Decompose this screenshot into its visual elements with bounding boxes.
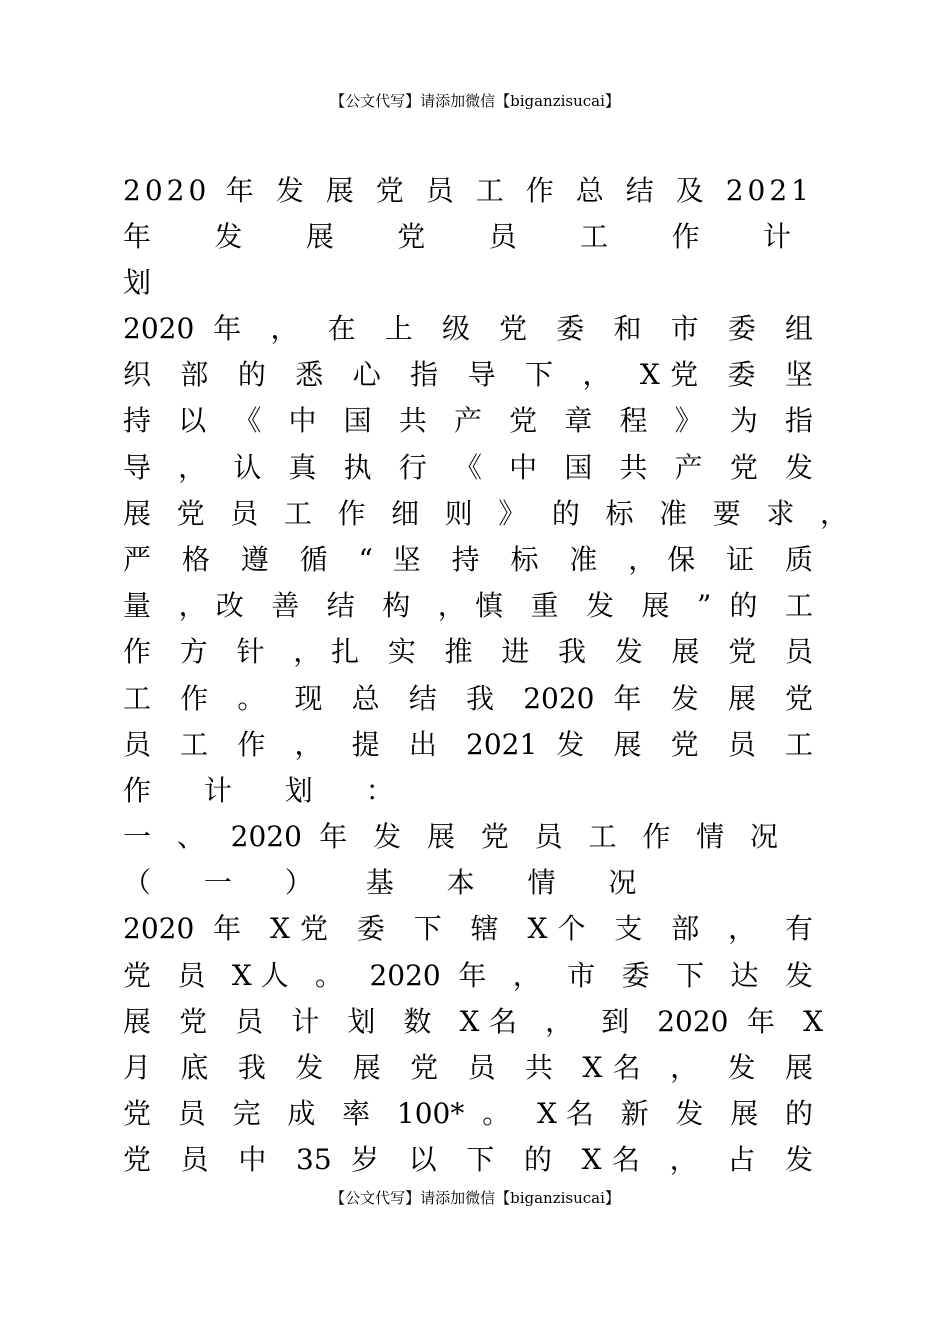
section-heading: 一 、 2020 年 发 展 党 员 工 作 情 况 — [123, 820, 778, 854]
body-line: 展 党 员 工 作 细 则 》 的 标 准 要 求 ， — [123, 496, 848, 530]
document-body — [123, 306, 848, 1184]
body-line: 党 员 X人 。 2020 年 ， 市 委 下 达 发 — [123, 958, 813, 992]
body-line: 月 底 我 发 展 党 员 共 X名 ， 发 展 — [123, 1051, 813, 1084]
body-line: 员 工 作 ， 提 出 2021 发 展 党 员 工 — [123, 727, 813, 761]
page-footer: 【公文代写】请添加微信【biganzisucai】 — [330, 1189, 620, 1207]
title-line: 年 发 展 党 员 工 作 计 划 — [123, 220, 813, 299]
body-line: 导 ， 认 真 执 行 《 中 国 共 产 党 发 — [123, 450, 813, 484]
body-line: 量 ，改 善 结 构 ，慎 重 发 展 ” 的 工 — [123, 589, 813, 623]
body-line: 党 员 中 35 岁 以 下 的 X名 ， 占 发 — [123, 1143, 813, 1177]
body-line: 严 格 遵 循 “ 坚 持 标 准 ，保 证 质 — [123, 542, 813, 576]
body-line: 展 党 员 计 划 数 X名 ， 到 2020 年 X — [123, 1004, 823, 1038]
subsection-heading: （ 一 ） 基 本 情 况 — [123, 866, 659, 900]
page-header: 【公文代写】请添加微信【biganzisucai】 — [330, 92, 620, 110]
body-line: 织 部 的 悉 心 指 导 下 ， X党 委 坚 — [123, 358, 813, 392]
body-line: 2020 年 X党 委 下 辖 X个 支 部 ， 有 — [123, 912, 813, 946]
body-line: 工 作 。 现 总 结 我 2020 年 发 展 党 — [123, 681, 813, 715]
body-line: 作 方 针 ，扎 实 推 进 我 发 展 党 员 — [123, 635, 813, 669]
title-line: 2020 年 发 展 党 员 工 作 总 结 及 2021 — [123, 174, 813, 207]
body-line: 作 计 划 ： — [123, 773, 416, 807]
document-title — [123, 168, 813, 306]
body-line: 持 以 《 中 国 共 产 党 章 程 》 为 指 — [123, 404, 813, 438]
body-line: 2020 年 ， 在 上 级 党 委 和 市 委 组 — [123, 312, 813, 345]
body-line: 党 员 完 成 率 100* 。 X名 新 发 展 的 — [123, 1097, 813, 1131]
